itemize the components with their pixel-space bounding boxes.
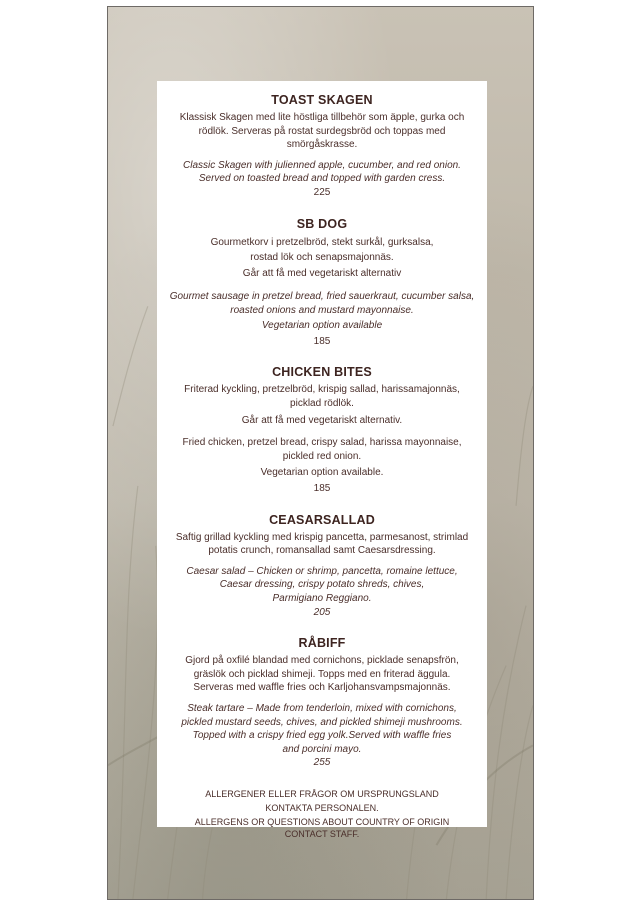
- item-price: 205: [313, 606, 331, 618]
- item-title: CEASARSALLAD: [269, 512, 375, 527]
- item-vegetarian-note-en: Vegetarian option available: [261, 320, 383, 332]
- item-description-en: Fried chicken, pretzel bread, crispy salad, harissa mayonnaise, pickled red onion.: [182, 437, 462, 462]
- item-title: CHICKEN BITES: [272, 365, 372, 380]
- allergen-notice-sv-line-1: ALLERGENER ELLER FRÅGOR OM URSPRUNGSLAND: [205, 788, 439, 799]
- item-description-sv: Friterad kyckling, pretzelbröd, krispig sallad, harissamajonnäs, picklad rödlök.: [184, 384, 460, 410]
- item-description-en: Classic Skagen with julienned apple, cucumber, and red onion. Served on toasted bread and topped with garden cress.: [183, 159, 461, 185]
- menu-item-toast-skagen: [159, 93, 485, 200]
- item-description-en: Gourmet sausage in pretzel bread, fried sauerkraut, cucumber salsa, roasted onions and mustard mayonnaise.: [169, 291, 475, 316]
- item-description-en: Caesar salad – Chicken or shrimp, pancetta, romaine lettuce, Caesar dressing, crispy potato shreds, chives, Parmigiano Reggiano.: [186, 565, 458, 604]
- menu-item-chicken-bites: [159, 365, 485, 495]
- item-price: 185: [313, 335, 331, 347]
- item-description-sv: Gjord på oxfilé blandad med cornichons, picklade senapsfrön, gräslök och picklad shimeji. Topps med en friterad äggula. Serveras med waffle fries och Karljohansvampsmajonnäs.: [185, 655, 459, 694]
- item-description-sv: Saftig grillad kyckling med krispig pancetta, parmesanost, strimlad potatis crunch, romansallad samt Caesarsdressing.: [175, 531, 469, 557]
- menu-sheet: [107, 6, 534, 900]
- allergen-notice-en-line-1: ALLERGENS OR QUESTIONS ABOUT COUNTRY OF ORIGIN: [194, 816, 450, 827]
- item-title: SB DOG: [296, 216, 348, 231]
- item-title: RÅBIFF: [298, 636, 346, 651]
- menu-item-rabiff: [159, 636, 485, 770]
- allergen-notice: [159, 787, 485, 840]
- menu-item-sb-dog: [159, 217, 485, 349]
- allergen-notice-sv-line-2: KONTAKTA PERSONALEN.: [265, 802, 379, 813]
- item-vegetarian-note-sv: Går att få med vegetariskt alternativ.: [241, 414, 403, 426]
- item-vegetarian-note-en: Vegetarian option available.: [260, 467, 384, 479]
- menu-card: [157, 81, 487, 839]
- item-price: 185: [313, 483, 331, 494]
- item-title: TOAST SKAGEN: [271, 93, 373, 107]
- item-description-sv: Gourmetkorv i pretzelbröd, stekt surkål, gurksalsa, rostad lök och senapsmajonnäs. Går att få med vegetariskt alternativ: [210, 236, 434, 279]
- item-price: 225: [313, 186, 331, 198]
- menu-item-ceasarsallad: [159, 513, 485, 620]
- item-description-sv: Klassisk Skagen med lite höstliga tillbehör som äpple, gurka och rödlök. Serveras på rostat surdegsbröd och toppas med smörgåskrasse.: [179, 112, 465, 151]
- item-price: 255: [313, 757, 331, 769]
- allergen-notice-en-line-2: CONTACT STAFF.: [284, 828, 360, 839]
- item-description-en: Steak tartare – Made from tenderloin, mixed with cornichons, pickled mustard seeds, chives, and pickled shimeji mushrooms. Topped with a crispy fried egg yolk.Served with waffle fries and porcini mayo.: [181, 702, 463, 755]
